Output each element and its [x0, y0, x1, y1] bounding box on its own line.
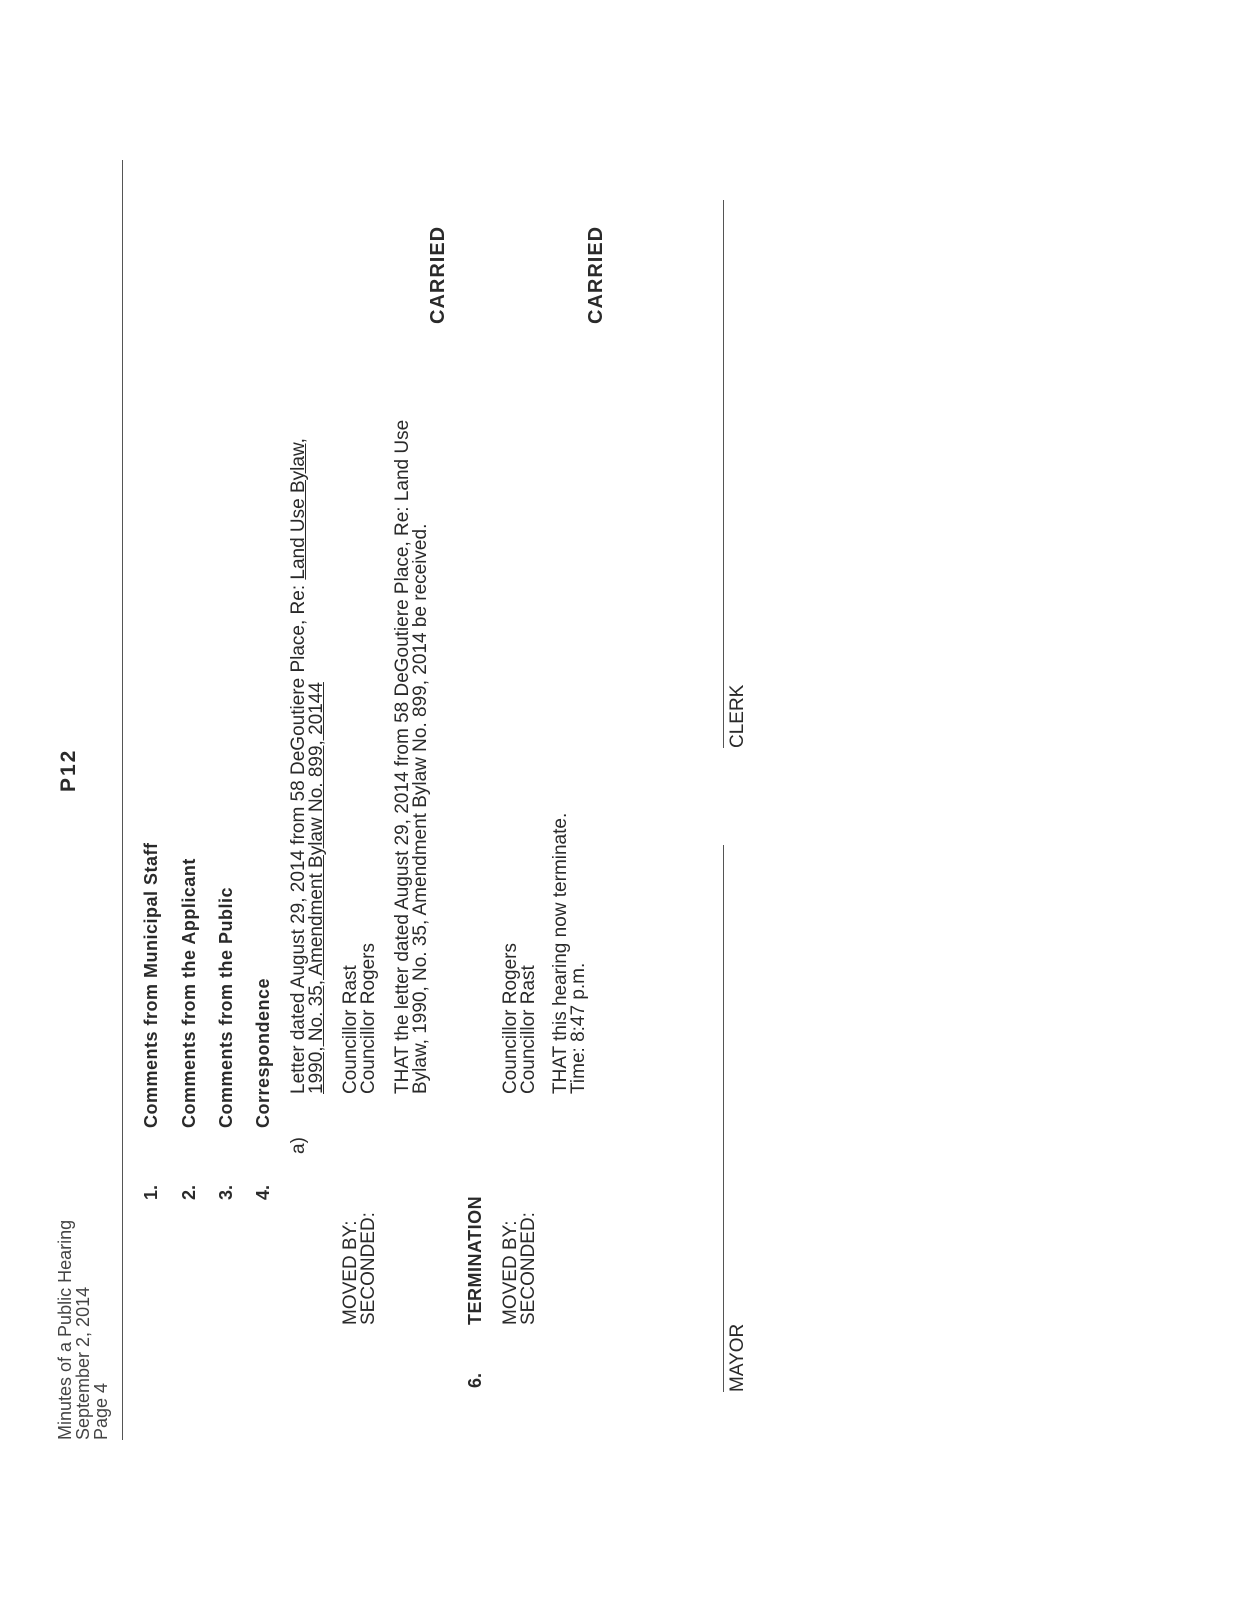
item-number-4: 4. [253, 1184, 273, 1200]
letter-marker: a) [288, 1137, 309, 1154]
termination-result: CARRIED [585, 225, 607, 324]
termination-heading: TERMINATION [465, 1195, 485, 1325]
termination-moved-value: Councillor Rogers [500, 942, 521, 1094]
header-title: Minutes of a Public Hearing [55, 1219, 75, 1440]
motion1-seconded-value: Councillor Rogers [358, 942, 379, 1094]
termination-text-line-1: THAT this hearing now terminate. [550, 812, 571, 1094]
section-number-6: 6. [465, 1372, 485, 1388]
header-page: Page 4 [91, 1382, 111, 1440]
mayor-signature-line [723, 845, 724, 1392]
clerk-signature-line [723, 200, 724, 748]
header-divider [122, 160, 123, 1440]
termination-time: Time: 8:47 p.m. [568, 962, 589, 1094]
motion1-result: CARRIED [427, 225, 449, 324]
item-number-1: 1. [141, 1184, 161, 1200]
mayor-signature-label: MAYOR [727, 1323, 748, 1392]
termination-seconded-label: SECONDED: [518, 1212, 539, 1325]
motion1-moved-label: MOVED BY: [340, 1220, 361, 1325]
motion1-seconded-label: SECONDED: [358, 1212, 379, 1325]
termination-moved-label: MOVED BY: [500, 1220, 521, 1325]
page-number: P12 [57, 748, 80, 792]
item-number-2: 2. [179, 1184, 199, 1200]
clerk-signature-label: CLERK [727, 684, 748, 748]
header-date: September 2, 2014 [73, 1286, 93, 1440]
item-label-4: Correspondence [253, 977, 273, 1128]
letter-line-2: 1990, No. 35, Amendment Bylaw No. 899, 20144 [306, 682, 327, 1094]
termination-seconded-value: Councillor Rast [518, 965, 539, 1094]
item-number-3: 3. [216, 1184, 236, 1200]
letter-text: Letter dated August 29, 2014 from 58 DeGoutiere Place, Re: [288, 579, 309, 1094]
motion1-text-line-2: Bylaw, 1990, No. 35, Amendment Bylaw No. 899, 2014 be received. [410, 523, 431, 1094]
motion1-text-line-1: THAT the letter dated August 29, 2014 from 58 DeGoutiere Place, Re: Land Use [392, 419, 413, 1094]
item-label-2: Comments from the Applicant [179, 858, 199, 1128]
item-label-1: Comments from Municipal Staff [141, 842, 161, 1128]
letter-bylaw-ref: Land Use Bylaw, [288, 438, 309, 580]
item-label-3: Comments from the Public [216, 886, 236, 1128]
motion1-moved-value: Councillor Rast [340, 965, 361, 1094]
